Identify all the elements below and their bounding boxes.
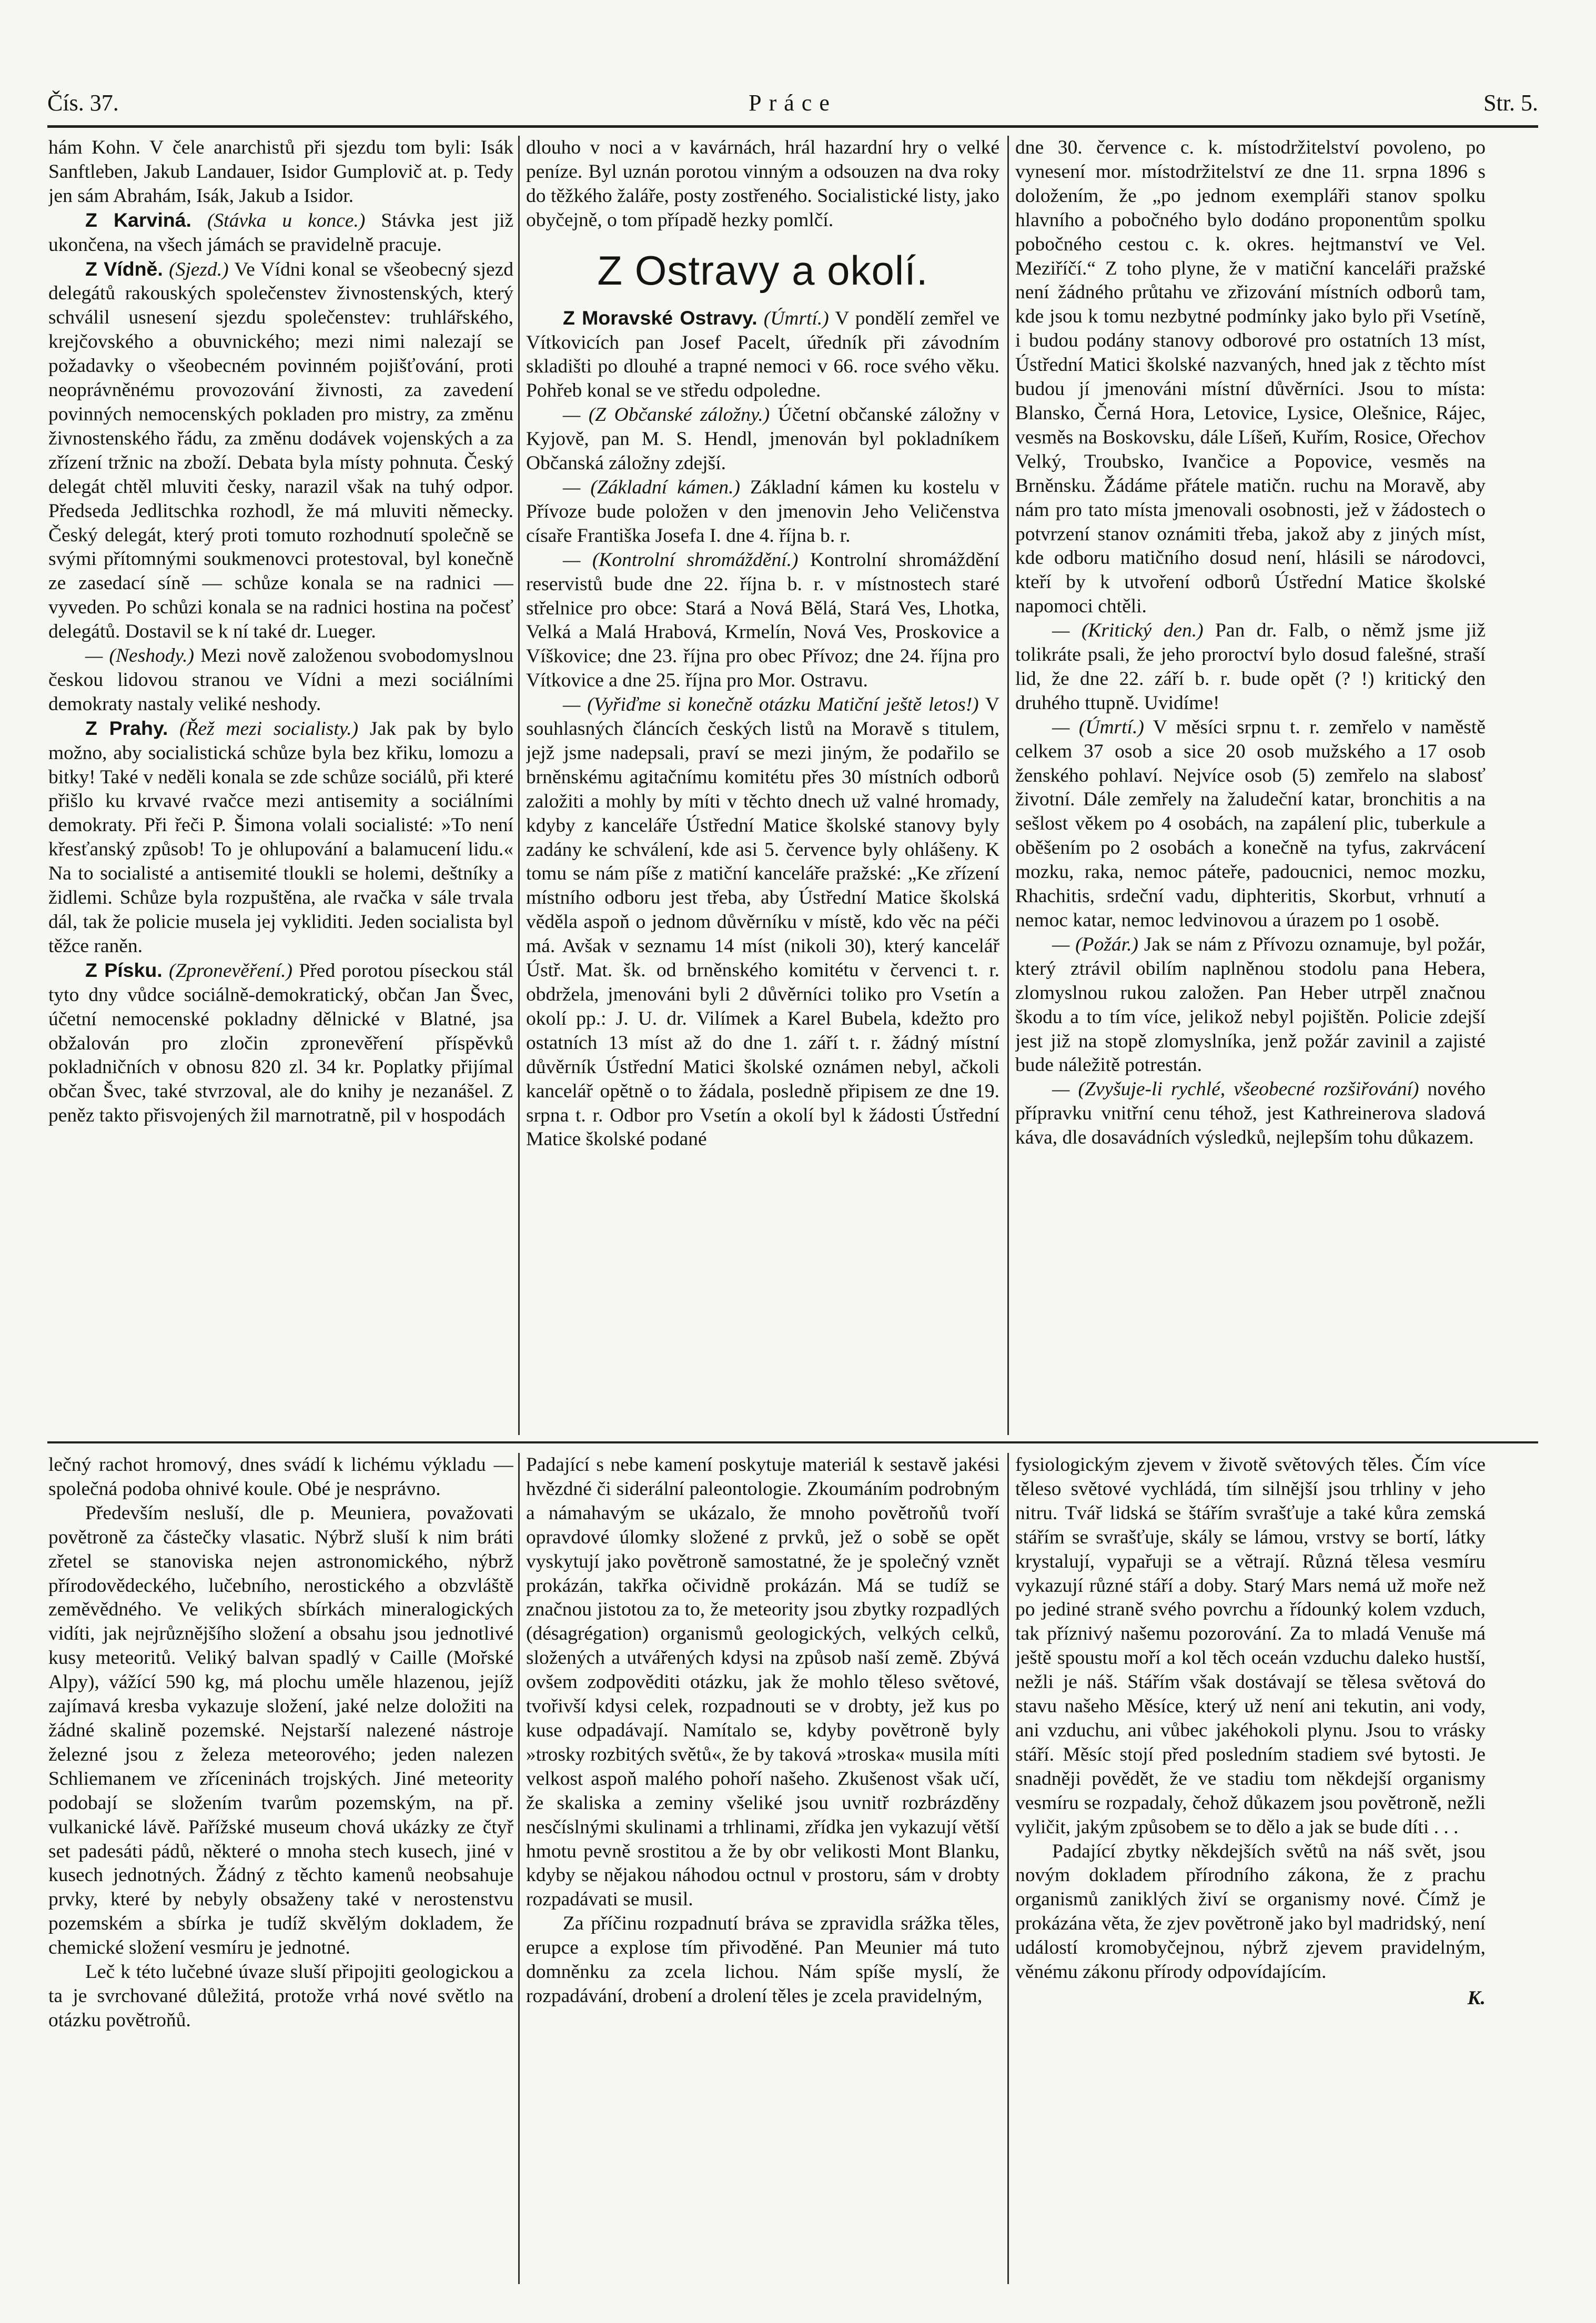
news-tag: — (Základní kámen.) bbox=[563, 476, 740, 498]
news-tag: (Stávka u konce.) bbox=[207, 209, 366, 231]
news-text: V souhlasných článcích českých listů na Moravě s titulem, jejž jsme nadepsali, praví se mezi jiným, že podařilo se brněnskému agitačnímu komitétu přes 30 místních odborů založiti a mohly by míti v těchto dnech už valné hromady, kdyby z kanceláře Ústřední Matice školské stanovy byly zadány ke schválení, kde asi 5. července byly ohlášeny. K tomu se nám píše z matiční kanceláře pražské: „Ke zřízení místního odboru jest třeba, aby Ústřední Matice školská věděla aspoň o jednom důvěrníku v místě, kdo věc na péči má. Avšak v seznamu 14 míst (nikoli 30), který kancelář Ústř. Mat. šk. od brněnského komitétu v červenci t. r. obdržela, jmenováni byli 2 důvěrníci toliko pro Vsetín a okolí pp.: J. U. dr. Vilímek a Karel Bubela, kdežto pro ostatních 13 míst až do dne 1. září t. r. žádný místní důvěrník Ústřední Matici školské oznámen nebyl, ačkoli kancelář opětně o to žádala, posledně připisem ze dne 19. srpna t. r. Odbor pro Vsetín a okolí byl k žádosti Ústřední Matice školské podané bbox=[526, 694, 999, 1150]
issue-number: Čís. 37. bbox=[47, 90, 119, 116]
news-tag: — (Zvyšuje-li rychlé, všeobecné rozšiřování) bbox=[1052, 1078, 1419, 1100]
author-signature: K. bbox=[1467, 1987, 1486, 2009]
news-text: Jak pak by bylo možno, aby socialistická schůze byla bez křiku, lomozu a bitky! Také v neděli konala se zde schůze sociálů, při které přišlo ku krvavé rvačce mezi antisemity a sociálními demokraty. Při řeči P. Šimona volali socialisté: »To není křesťanský způsob! To je ohlupování a balamucení lidu.« Na to socialisté a antisemité tloukli se holemi, deštníky a židlemi. Schůze byla rozpuštěna, ale rvačka v sále trvala dál, tak že policie musela jej vykliditi. Jeden socialista byl těžce raněn. bbox=[48, 718, 513, 957]
column-3-top bbox=[1015, 136, 1486, 1435]
column-divider bbox=[518, 136, 520, 1435]
news-text: Kontrolní shromáždění reservistů bude dne 22. října b. r. v místnostech staré střelnice pro obce: Stará a Nová Bělá, Stará Ves, Lhotka, Velká a Malá Hrabová, Krmelín, Nová Ves, Proskovice a Víškovice; dne 23. října pro obec Přívoz; dne 24. října pro Vítkovice a dne 25. října pro Mor. Ostravu. bbox=[526, 549, 999, 692]
news-kamen bbox=[526, 476, 999, 548]
news-text: Pan dr. Falb, o němž jsme již tolikráte psali, že jeho proroctví bylo dosud falešné, straší lid, že dne 22. září b. r. bude opět (? !) kritický den druhého ttupně. Uvidíme! bbox=[1015, 620, 1486, 714]
feuilleton-paragraph: Padající s nebe kamení poskytuje materiál k sestavě jakési hvězdné či siderální paleontologie. Zkoumáním podrobným a námahavým se ukázalo, že mnoho povětroňů tvoří opravdové úlomky složené z prvků, jež o sobě se opět vyskytují jako povětroně samostatné, že je společný vznět prokázán, takřka očividně prokázán. Má se tudíž se značnou jistotou za to, že meteority jsou zbytky rozpadlých (désagrégation) organismů geologických, velkých celků, složených a utvářených kdysi na způsob naší země. Zbývá ovšem zodpověditi otázku, jak že mohlo těleso světové, tvořivší kdysi celek, rozpadnouti se v drobty, jež kus po kuse odpadávají. Namítalo se, kdyby povětroně byly »trosky rozbitých světů«, že by taková »troska« musila míti velkost aspoň malého pohoří našeho. Zkušenost však učí, že skaliska a zeminy všeliké jsou uvnitř rozbrázděny nesčíslnými skulinami a trhlinami, zřídka jen vykazují větší hmotu pevně srostitou a že by obr velikosti Mont Blanku, kdyby se nějakou náhodou octnul v prostoru, sám v drobty rozpadávati se musil. bbox=[526, 1454, 999, 1911]
feuilleton-paragraph: fysiologickým zjevem v životě světových těles. Čím více těleso světové vychládá, tím silnější jsou trhliny v jeho nitru. Tvář lidská se štářím svrašťuje a také kůra zemská stářím se svrašťuje, skály se lámou, vrstvy se bortí, látky krystalují, vypařuji se a větrají. Různá tělesa vesmíru vykazují různé stáří a doby. Starý Mars nemá už moře než po jediné straně svého povrchu a řídounký kolem vzduch, tak příznivý našemu pozorování. Za to mladá Venuše má ještě spoustu moří a kol těch oceán vzduchu daleko hustší, nežli je náš. Stářím však dostávají se tělesa světová do stavu našeho Měsíce, který už není ani tekutin, ani vody, ani vzduchu, ani vůbec jakéhokoli plynu. Jsou to vrásky stáří. Měsíc stojí před posledním stadiem své bytosti. Je snadněji povědět, že ve stadiu tom někdejší organismy vesmíru se rozpadaly, čehož důkazem jsou povětroně, nežli vyličit, jakým způsobem se to dělo a jak se bude díti . . . bbox=[1015, 1454, 1486, 1838]
news-umrti bbox=[526, 306, 999, 403]
feuilleton-paragraph: lečný rachot hromový, dnes svádí k lichému výkladu — společná podoba ohnivé koule. Obé je nesprávno. bbox=[48, 1454, 513, 1500]
place-lead: Z Vídně. bbox=[85, 257, 163, 280]
news-text: Účetní občanské záložny v Kyjově, pan M. S. Hendl, jmenován byl pokladníkem Občanská záložny zdejší. bbox=[526, 404, 999, 474]
news-tag: (Zpronevěření.) bbox=[169, 959, 293, 982]
news-tag: — (Požár.) bbox=[1052, 933, 1138, 955]
article-continuation: dlouho v noci a v kavárnách, hrál hazardní hry o velké peníze. Byl uznán porotou vinným a odsouzen na dva roky do těžkého žaláře, posty zostřeného. Socialistické listy, jako obyčejně, o tom případě hezky pomlčí. bbox=[526, 137, 999, 231]
news-tag: (Úmrtí.) bbox=[763, 307, 829, 329]
place-lead: Z Prahy. bbox=[85, 716, 168, 739]
news-tag: (Řež mezi socialisty.) bbox=[179, 718, 359, 740]
news-text: V pondělí zemřel ve Vítkovicích pan Josef Pacelt, úředník při závodním skladišti po dlouhé a trapné nemoci v 66. roce svého věku. Pohřeb konal se ve středu odpoledne. bbox=[526, 307, 999, 402]
place-lead: Z Karviná. bbox=[85, 208, 191, 231]
column-2-bottom bbox=[526, 1453, 999, 2284]
feuilleton-rule bbox=[47, 1441, 1538, 1443]
news-tag: — (Vyřiďme si konečně otázku Matiční ještě letos!) bbox=[563, 694, 979, 716]
news-kava bbox=[1015, 1077, 1486, 1150]
news-karvina bbox=[48, 208, 513, 257]
news-prahy bbox=[48, 716, 513, 958]
news-kontrol bbox=[526, 548, 999, 693]
article-continuation: hám Kohn. V čele anarchistů při sjezdu tom byli: Isák Sanftleben, Jakub Landauer, Isidor Gumplovič at. p. Tedy jen sám Abrahám, Isák, Jakub a Isidor. bbox=[48, 137, 513, 207]
section-heading: Z Ostravy a okolí. bbox=[597, 247, 928, 294]
news-text: Stávka jest již ukončena, na všech jámách se pravidelně pracuje. bbox=[48, 209, 513, 256]
news-kriticky-den bbox=[1015, 619, 1486, 715]
header-rule bbox=[47, 125, 1538, 128]
news-text: nového přípravku vnitřní cenu téhož, jest Kathreinerova sladová káva, dle dosavádních výsledků, nejlepším tohu důkazem. bbox=[1015, 1078, 1486, 1149]
news-tag: (Sjezd.) bbox=[169, 258, 229, 280]
news-text: Jak se nám z Přívozu oznamuje, byl požár, který ztrávil obilím naplněnou stodolu pana Hebera, zlomyslnou rukou založen. Pan Heber utrpěl značnou škodu a to tím více, jelikož nebyl pojištěn. Policie zdejší jest již na stopě zlomyslníka, jenž požár zavinil a zajisté bude náležitě potrestán. bbox=[1015, 933, 1486, 1076]
column-2-top bbox=[526, 136, 999, 1435]
place-lead: Z Moravské Ostravy. bbox=[563, 306, 757, 329]
feuilleton-paragraph: Padající zbytky někdejších světů na náš svět, jsou novým dokladem přírodního zákona, že z prachu organismů zaniklých živí se organismy nové. Čímž je prokázána věta, že zjev povětroně jako byl madridský, není událostí kromobyčejnou, nýbrž zjevem pravidelným, věnému zákonu přírody odpovídajícím. bbox=[1015, 1840, 1486, 1983]
page-header bbox=[47, 89, 1538, 126]
news-text: V měsíci srpnu t. r. zemřelo v naměstě celkem 37 osob a sice 20 osob mužského a 17 osob ženského pohlaví. Nejvíce osob (5) zemřelo na slabosť životní. Dále zemřely na žaludeční katar, bronchitis a na sešlost věkem po 4 osobách, na zapálení plic, tuberkule a oběšením po 2 osobách a konečně na tyfus, zakrvácení mozku, raka, nemoc páteře, padoucnici, nemoc mozku, Rhachitis, srdeční vadu, diphteritis, Skorbut, vrhnutí a nemoc katar, nemoc ledvinovou a úrazem po 1 osobě. bbox=[1015, 716, 1486, 931]
place-lead: Z Písku. bbox=[85, 958, 163, 981]
column-divider bbox=[1007, 136, 1009, 1435]
news-neshody bbox=[48, 644, 513, 716]
news-tag: — (Kontrolní shromáždění.) bbox=[563, 549, 799, 571]
news-matice bbox=[526, 693, 999, 1152]
feuilleton-paragraph: Především nesluší, dle p. Meuniera, považovati povětroně za částečky vlasatic. Nýbrž sluší k nim bráti zřetel se stanoviska nejen astronomického, nýbrž přírodovědeckého, lučebního, nerostického a obzvláště zeměvědného. Ve velikých sbírkách mineralogických vidíti, jak nejrůznějšího složení a obsahu jsou jednotlivé kusy meteoritů. Veliký balvan spadlý v Caille (Mořské Alpy), vážící 590 kg, má plochu uměle hlazenou, jejíž zajímavá kresba vykazuje složení, jaké nelze doložiti na žádné skalině pozemské. Nejstarší nalezené nástroje železné jsou z železa meteorového; jeden nalezen Schliemanem ve zříceninách trojských. Jiné meteority podobají se složením tvarům pozemským, na př. vulkanické lávě. Pařížské museum chová ukázky ze čtyř set padesáti pádů, některé o mnoha stech kusech, jiné v kusech jednotných. Žádný z těchto kamenů neobsahuje prvky, které by nebyly obsaženy také v nerostenstvu pozemském a sbírka je tudíž skvělým dokladem, že chemické složení vesmíru je jednotné. bbox=[48, 1502, 513, 1959]
news-viden bbox=[48, 257, 513, 644]
article-continuation: dne 30. července c. k. místodržitelství povoleno, po vynesení mor. místodržitelství ze dne 11. srpna 1896 s doložením, že „po jednom exempláři stanov spolku hlavního a pobočného bylo dodáno proponentům spolku pobočného cestou c. k. okres. hejtmanství ve Vel. Meziříčí.“ Z toho plyne, že v matiční kanceláři pražské není žádného průtahu ve zřizování místních odborů tam, kde jsou k tomu nezbytné podmínky jako bylo při Vsetíně, i budou podány stanovy odborové pro ostatních 13 míst, Ústřední Matici školské nazvaných, hned jak z těchto míst budou jí jmenováni místní důvěrníci. Jsou to místa: Blansko, Černá Hora, Letovice, Lysice, Olešnice, Rájec, vesměs na Boskovsku, dále Líšeň, Kuřím, Rosice, Ořechov Velký, Troubsko, Ivančice a Popovice, vesměs na Brněnsku. Žádáme přátele matičn. ruchu na Moravě, aby nám pro tato místa jmenovali osobnosti, jež v žádostech o potvrzení stanov oznámiti třeba, jakož aby z jiných míst, kde odboru matičního dosud není, hlásili se národovci, kteří by k utvoření odborů Ústřední Matice školské napomoci chtěli. bbox=[1015, 137, 1486, 618]
column-1-bottom bbox=[48, 1453, 513, 2284]
news-tag: — (Kritický den.) bbox=[1052, 620, 1204, 642]
news-pozar bbox=[1015, 933, 1486, 1077]
feuilleton-paragraph: Leč k této lučebné úvaze sluší připojiti geologickou a ta je svrchované důležitá, protože vrhá nové světlo na otázku povětroňů. bbox=[48, 1961, 513, 2031]
column-1-top bbox=[48, 136, 513, 1435]
news-text: Základní kámen ku kostelu v Přívoze bude položen v den jmenovin Jeho Veličenstva císaře Františka Josefa I. dne 4. října b. r. bbox=[526, 476, 999, 547]
news-tag: — (Neshody.) bbox=[85, 645, 194, 667]
column-3-bottom bbox=[1015, 1453, 1486, 2284]
news-text: Ve Vídni konal se všeobecný sjezd delegátů rakouských společenstev živnostenských, který schválil usnesení sjezdu společenstev: truhlářského, krejčovského a obuvnického; mezi nimi nalezají se požadavky o všeobecném povinném pojišťování, proti neoprávněnému provozování živnosti, za zavedení povinných nemocenských pokladen pro mistry, za změnu živnostenského řádu, za změnu dodávek vojenských a za zřízení tržnic na zboží. Debata byla místy pohnuta. Český delegát chtěl mluviti česky, narazil však na tuhý odpor. Předseda Jedlitschka rozhodl, že má mluviti německy. Český delegát, který proti tomuto rozhodnutí společně se svými přítomnými soukmenovci protestoval, byl konečně ze zasedací síně — schůze konala se na radnici — vyveden. Po schůzi konala se na radnici hostina na počesť delegátů. Dostavil se k ní také dr. Lueger. bbox=[48, 258, 513, 643]
column-divider bbox=[518, 1453, 520, 2284]
newspaper-title: Práce bbox=[749, 90, 837, 116]
news-tag: — (Úmrtí.) bbox=[1052, 716, 1144, 738]
feuilleton-paragraph: Za příčinu rozpadnutí bráva se zpravidla srážka těles, erupce a explose tím přivoděné. Pan Meunier má tuto domněnku za zcela lichou. Nám spíše myslí, že rozpadávání, drobení a drolení těles je zcela pravidelným, bbox=[526, 1913, 999, 2007]
news-pisku bbox=[48, 958, 513, 1128]
page-number: Str. 5. bbox=[1483, 90, 1538, 116]
news-text: Před porotou píseckou stál tyto dny vůdce sociálně-demokratický, občan Jan Švec, účetní nemocenské pokladny dělnické v Blatné, jsa obžalován pro zločin zpronevěření příspěvků pokladničních v obnosu 820 zl. 34 kr. Poplatky přijímal občan Švec, také stvrzoval, ale do knihy je nezanášel. Z peněz takto přisvojených žil marnotratně, pil v hospodách bbox=[48, 959, 513, 1127]
news-text: Mezi nově založenou svobodomyslnou českou lidovou stranou ve Vídni a mezi sociálními demokraty nastaly veliké neshody. bbox=[48, 645, 513, 715]
news-umrti-2 bbox=[1015, 715, 1486, 933]
news-tag: — (Z Občanské záložny.) bbox=[563, 404, 770, 426]
news-zalozny bbox=[526, 403, 999, 476]
column-divider bbox=[1007, 1453, 1009, 2284]
